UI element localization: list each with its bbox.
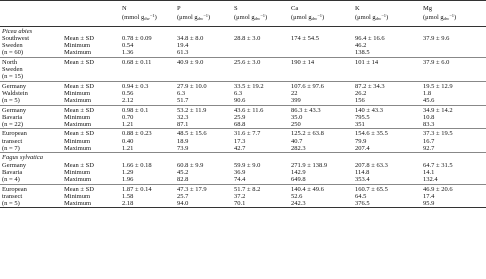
value-cell: 27.9 ± 10.0 bbox=[175, 81, 232, 90]
unit-post: ) bbox=[265, 14, 268, 22]
unit-pre: (μmol g bbox=[291, 14, 312, 22]
value-cell: 795.5 bbox=[355, 113, 370, 121]
header-col-s bbox=[232, 1, 289, 27]
table-row bbox=[0, 66, 486, 73]
value-cell: 190 ± 14 bbox=[289, 57, 353, 66]
value-cell: 1.29 bbox=[122, 168, 134, 176]
value-cell: 46.9 ± 20.6 bbox=[421, 184, 486, 193]
site-cell: transect bbox=[2, 137, 23, 145]
site-cell: (n = 22) bbox=[2, 121, 23, 129]
unit-pre: (μmol g bbox=[423, 14, 444, 22]
table-row bbox=[0, 169, 486, 176]
value-cell: 242.3 bbox=[289, 200, 353, 208]
species-row bbox=[0, 26, 486, 35]
value-cell: 1.87 ± 0.14 bbox=[120, 184, 175, 193]
value-cell: 107.6 ± 97.6 bbox=[289, 81, 353, 90]
value-cell bbox=[120, 66, 175, 73]
value-cell bbox=[175, 66, 232, 73]
value-cell: 353.4 bbox=[355, 176, 370, 184]
unit-sup: −1 bbox=[449, 13, 455, 19]
value-cell: 16.7 bbox=[423, 137, 435, 145]
value-cell bbox=[289, 49, 353, 57]
table-row bbox=[0, 114, 486, 121]
header-col-unit bbox=[291, 12, 351, 22]
table-header bbox=[0, 1, 486, 27]
value-cell: 43.6 ± 11.6 bbox=[232, 105, 289, 114]
unit-pre: (mmol g bbox=[122, 14, 145, 22]
header-site bbox=[0, 1, 62, 27]
species-name: Fagus sylvatica bbox=[0, 153, 486, 162]
value-cell: 399 bbox=[291, 97, 301, 105]
site-cell: Southwest bbox=[2, 34, 30, 42]
site-cell: European bbox=[0, 184, 62, 193]
value-cell: 376.5 bbox=[353, 200, 421, 208]
value-cell bbox=[421, 73, 486, 81]
stat-cell: Mean ± SD bbox=[62, 81, 120, 90]
value-cell: 34.9 ± 14.2 bbox=[421, 105, 486, 114]
value-cell: 174 ± 54.5 bbox=[291, 34, 319, 42]
value-cell: 19.5 ± 12.9 bbox=[421, 81, 486, 90]
value-cell: 14.1 bbox=[423, 168, 435, 176]
value-cell bbox=[120, 73, 175, 81]
header-col-unit bbox=[234, 12, 287, 22]
value-cell: 33.5 ± 19.2 bbox=[232, 81, 289, 90]
value-cell: 0.70 bbox=[122, 113, 134, 121]
stat-cell bbox=[62, 73, 120, 81]
unit-post: ) bbox=[154, 14, 157, 22]
value-cell: 6.3 bbox=[177, 89, 186, 97]
value-cell: 156 bbox=[355, 97, 365, 105]
value-cell: 40.7 bbox=[291, 137, 303, 145]
stat-cell: Maximum bbox=[64, 49, 92, 57]
stat-cell: Minimum bbox=[64, 42, 91, 50]
value-cell: 61.3 bbox=[177, 49, 189, 57]
header-col-name: N bbox=[122, 5, 127, 12]
value-cell bbox=[421, 49, 486, 57]
table-row bbox=[0, 49, 486, 57]
value-cell: 142.9 bbox=[291, 168, 306, 176]
stat-cell: Mean ± SD bbox=[62, 129, 120, 138]
value-cell: 64.7 ± 31.5 bbox=[423, 161, 453, 169]
value-cell: 1.96 bbox=[122, 176, 134, 184]
value-cell bbox=[289, 73, 353, 81]
stat-cell: Mean ± SD bbox=[62, 184, 120, 193]
value-cell bbox=[353, 66, 421, 73]
value-cell bbox=[421, 66, 486, 73]
value-cell: 125.2 ± 63.8 bbox=[289, 129, 353, 138]
value-cell: 154.6 ± 35.5 bbox=[353, 129, 421, 138]
value-cell: 46.2 bbox=[355, 42, 367, 50]
value-cell: 42.7 bbox=[234, 145, 246, 153]
header-col-unit bbox=[122, 12, 173, 22]
value-cell: 138.5 bbox=[355, 49, 370, 57]
stat-cell: Mean ± SD bbox=[62, 105, 120, 114]
table-row bbox=[0, 129, 486, 138]
unit-sub: dw bbox=[254, 16, 261, 22]
value-cell bbox=[232, 42, 289, 49]
header-col-ca bbox=[289, 1, 353, 27]
stat-cell bbox=[62, 66, 120, 73]
value-cell: 83.3 bbox=[423, 121, 435, 129]
value-cell: 17.4 bbox=[423, 192, 435, 200]
table-row bbox=[0, 200, 486, 208]
site-cell: (n = 60) bbox=[2, 49, 23, 57]
value-cell bbox=[421, 42, 486, 49]
value-cell: 86.3 ± 43.3 bbox=[289, 105, 353, 114]
value-cell: 17.3 bbox=[234, 137, 246, 145]
unit-post: ) bbox=[322, 14, 325, 22]
unit-post: ) bbox=[386, 14, 389, 22]
unit-post: ) bbox=[208, 14, 211, 22]
value-cell: 74.4 bbox=[234, 176, 246, 184]
value-cell: 0.78 ± 0.09 bbox=[122, 34, 152, 42]
site-cell: (n = 4) bbox=[2, 176, 20, 184]
value-cell: 2.18 bbox=[120, 200, 175, 208]
header-col-unit bbox=[423, 12, 484, 22]
value-cell: 59.9 ± 9.0 bbox=[234, 161, 261, 169]
value-cell: 68.8 bbox=[234, 121, 246, 129]
header-col-name: Ca bbox=[291, 5, 299, 12]
value-cell: 47.3 ± 17.9 bbox=[175, 184, 232, 193]
value-cell: 96.4 ± 16.6 bbox=[355, 34, 385, 42]
stat-cell: Maximum bbox=[64, 176, 92, 184]
value-cell: 114.8 bbox=[355, 168, 370, 176]
value-cell: 207.4 bbox=[355, 145, 370, 153]
value-cell: 79.9 bbox=[355, 137, 367, 145]
header-col-unit bbox=[355, 12, 419, 22]
unit-sub: dw bbox=[197, 16, 204, 22]
unit-sup: −1 bbox=[203, 13, 209, 19]
value-cell: 0.88 ± 0.23 bbox=[120, 129, 175, 138]
header-col-name: Mg bbox=[423, 5, 433, 12]
unit-post: ) bbox=[454, 14, 457, 22]
value-cell: 649.8 bbox=[291, 176, 306, 184]
site-cell: European bbox=[0, 129, 62, 138]
value-cell: 60.8 ± 9.9 bbox=[177, 161, 204, 169]
value-cell: 0.54 bbox=[122, 42, 134, 50]
value-cell bbox=[353, 73, 421, 81]
site-cell: Sweden bbox=[2, 66, 23, 74]
value-cell: 1.66 ± 0.18 bbox=[122, 161, 152, 169]
stat-cell: Mean ± SD bbox=[64, 161, 94, 169]
table-row bbox=[0, 121, 486, 129]
value-cell: 0.56 bbox=[122, 89, 134, 97]
value-cell: 53.2 ± 11.9 bbox=[175, 105, 232, 114]
stat-cell: Mean ± SD bbox=[62, 57, 120, 66]
value-cell: 1.36 bbox=[122, 49, 134, 57]
header-col-mg bbox=[421, 1, 486, 27]
stat-cell: Minimum bbox=[64, 168, 91, 176]
value-cell: 10.8 bbox=[423, 113, 435, 121]
header-col-name: K bbox=[355, 5, 360, 12]
value-cell: 26.2 bbox=[355, 89, 367, 97]
unit-pre: (μmol g bbox=[177, 14, 198, 22]
species-row bbox=[0, 153, 486, 162]
stat-cell: Maximum bbox=[62, 200, 120, 208]
value-cell: 64.5 bbox=[355, 192, 367, 200]
value-cell: 37.3 ± 19.5 bbox=[421, 129, 486, 138]
table-row bbox=[0, 105, 486, 114]
value-cell: 92.7 bbox=[423, 145, 435, 153]
value-cell: 101 ± 14 bbox=[353, 57, 421, 66]
site-cell: Germany bbox=[2, 161, 27, 169]
value-cell: 25.7 bbox=[177, 192, 189, 200]
table-row bbox=[0, 57, 486, 66]
table-row bbox=[0, 184, 486, 193]
site-cell: Bavaria bbox=[2, 113, 23, 121]
value-cell: 36.9 bbox=[234, 168, 246, 176]
value-cell: 87.1 bbox=[177, 121, 189, 129]
unit-sup: −1 bbox=[260, 13, 266, 19]
site-cell: transect bbox=[2, 192, 23, 200]
unit-sub: dw bbox=[443, 16, 450, 22]
header-col-n bbox=[120, 1, 175, 27]
table-row bbox=[0, 176, 486, 184]
header-col-unit bbox=[177, 12, 230, 22]
table-row bbox=[0, 81, 486, 90]
value-cell: 250 bbox=[291, 121, 301, 129]
value-cell: 1.8 bbox=[423, 89, 432, 97]
header-col-p bbox=[175, 1, 232, 27]
header-stat bbox=[62, 1, 120, 27]
unit-sup: −1 bbox=[317, 13, 323, 19]
site-cell: (n = 5) bbox=[2, 97, 20, 105]
value-cell: 31.6 ± 7.7 bbox=[232, 129, 289, 138]
value-cell: 1.21 bbox=[122, 145, 134, 153]
value-cell: 87.2 ± 34.3 bbox=[353, 81, 421, 90]
value-cell: 52.6 bbox=[291, 192, 303, 200]
value-cell: 94.0 bbox=[175, 200, 232, 208]
value-cell: 37.9 ± 6.0 bbox=[421, 57, 486, 66]
value-cell: 32.3 bbox=[177, 113, 189, 121]
value-cell: 1.58 bbox=[122, 192, 134, 200]
value-cell: 207.8 ± 63.3 bbox=[355, 161, 388, 169]
value-cell: 28.8 ± 3.0 bbox=[234, 34, 261, 42]
stat-cell: Minimum bbox=[64, 113, 91, 121]
value-cell: 1.21 bbox=[122, 121, 134, 129]
value-cell bbox=[289, 42, 353, 49]
value-cell: 0.40 bbox=[122, 137, 134, 145]
value-cell: 40.9 ± 9.0 bbox=[175, 57, 232, 66]
site-cell: (n = 7) bbox=[2, 145, 20, 153]
value-cell: 73.9 bbox=[177, 145, 189, 153]
table-row bbox=[0, 193, 486, 200]
table-row bbox=[0, 73, 486, 81]
value-cell: 140.4 ± 49.6 bbox=[289, 184, 353, 193]
value-cell bbox=[232, 66, 289, 73]
unit-pre: (μmol g bbox=[234, 14, 255, 22]
header-row bbox=[0, 1, 486, 27]
value-cell: 0.98 ± 0.1 bbox=[120, 105, 175, 114]
value-cell: 37.2 bbox=[234, 192, 246, 200]
value-cell: 35.0 bbox=[291, 113, 303, 121]
site-cell: (n = 5) bbox=[0, 200, 62, 208]
value-cell: 0.68 ± 0.11 bbox=[120, 57, 175, 66]
value-cell: 282.3 bbox=[291, 145, 306, 153]
site-cell: Germany bbox=[0, 81, 62, 90]
table-row bbox=[0, 42, 486, 49]
value-cell: 19.4 bbox=[177, 42, 189, 50]
stat-cell: Minimum bbox=[64, 89, 91, 97]
value-cell bbox=[175, 73, 232, 81]
value-cell: 51.7 ± 8.2 bbox=[232, 184, 289, 193]
unit-sub: dw bbox=[311, 16, 318, 22]
value-cell: 95.9 bbox=[421, 200, 486, 208]
value-cell: 90.6 bbox=[234, 97, 246, 105]
value-cell: 160.7 ± 65.5 bbox=[353, 184, 421, 193]
header-col-k bbox=[353, 1, 421, 27]
value-cell: 25.6 ± 3.0 bbox=[232, 57, 289, 66]
table-row bbox=[0, 162, 486, 169]
value-cell bbox=[232, 49, 289, 57]
value-cell: 271.9 ± 138.9 bbox=[291, 161, 328, 169]
unit-sub: dw bbox=[375, 16, 382, 22]
value-cell: 51.7 bbox=[177, 97, 189, 105]
table-row bbox=[0, 145, 486, 153]
value-cell: 2.12 bbox=[122, 97, 134, 105]
value-cell bbox=[232, 73, 289, 81]
site-cell: North bbox=[0, 57, 62, 66]
value-cell: 37.9 ± 9.6 bbox=[423, 34, 450, 42]
stat-cell: Maximum bbox=[64, 121, 92, 129]
site-cell: Bavaria bbox=[2, 168, 23, 176]
table-body bbox=[0, 26, 486, 208]
site-cell: Waldstein bbox=[2, 89, 28, 97]
value-cell: 132.4 bbox=[423, 176, 438, 184]
site-cell: Germany bbox=[0, 105, 62, 114]
value-cell: 6.3 bbox=[234, 89, 243, 97]
value-cell: 22 bbox=[291, 89, 298, 97]
value-cell: 70.1 bbox=[232, 200, 289, 208]
value-cell: 45.6 bbox=[423, 97, 435, 105]
unit-pre: (μmol g bbox=[355, 14, 376, 22]
header-col-name: P bbox=[177, 5, 181, 12]
stat-cell: Maximum bbox=[64, 145, 92, 153]
stat-cell: Minimum bbox=[64, 192, 91, 200]
site-cell: Sweden bbox=[2, 42, 23, 50]
table-row bbox=[0, 138, 486, 145]
table-row bbox=[0, 97, 486, 105]
stat-cell: Maximum bbox=[64, 97, 92, 105]
unit-sup: −1 bbox=[149, 13, 155, 19]
species-name: Picea abies bbox=[2, 27, 33, 35]
site-cell: (n = 15) bbox=[2, 73, 23, 81]
value-cell: 25.9 bbox=[234, 113, 246, 121]
unit-sup: −1 bbox=[381, 13, 387, 19]
value-cell: 351 bbox=[355, 121, 365, 129]
value-cell bbox=[289, 66, 353, 73]
value-cell: 140 ± 43.3 bbox=[353, 105, 421, 114]
unit-sub: dw bbox=[144, 16, 150, 22]
value-cell: 34.8 ± 8.0 bbox=[177, 34, 204, 42]
value-cell: 0.94 ± 0.3 bbox=[120, 81, 175, 90]
value-cell: 48.5 ± 15.6 bbox=[175, 129, 232, 138]
value-cell: 18.9 bbox=[177, 137, 189, 145]
value-cell: 45.2 bbox=[177, 168, 189, 176]
table-row bbox=[0, 90, 486, 97]
stat-cell: Mean ± SD bbox=[64, 34, 94, 42]
table-row bbox=[0, 35, 486, 42]
header-col-name: S bbox=[234, 5, 238, 12]
value-cell: 82.8 bbox=[177, 176, 189, 184]
stat-cell: Minimum bbox=[64, 137, 91, 145]
